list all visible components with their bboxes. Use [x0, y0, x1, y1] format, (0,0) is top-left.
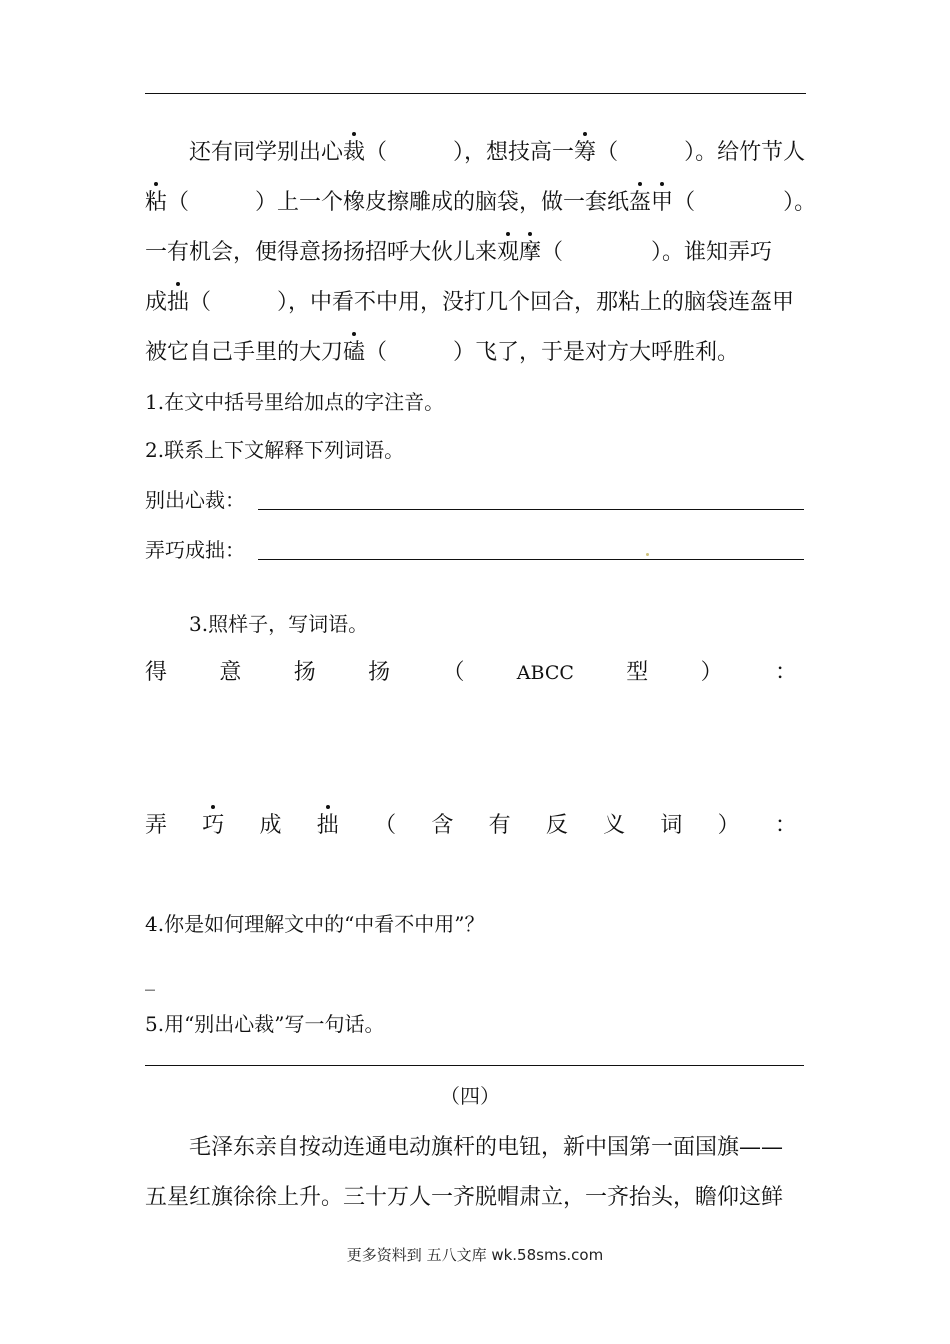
- dotted-char: 筹: [574, 138, 596, 168]
- q3b-row: 弄 巧 成 拙 （ 含 有 反 义 词 ） ：: [145, 811, 797, 841]
- dotted-char: 拙: [167, 288, 189, 318]
- question-1: 1.在文中括号里给加点的字注音。: [145, 390, 445, 414]
- top-rule: [145, 93, 806, 94]
- question-5: 5.用“别出心裁”写一句话。: [145, 1012, 385, 1036]
- q5-answer-line[interactable]: [145, 1065, 804, 1066]
- dotted-char: 观: [497, 238, 519, 268]
- q3a-row: 得 意 扬 扬 （ ABCC 型 ） ：: [145, 660, 797, 685]
- dotted-char: 裁: [343, 138, 365, 168]
- passage-line-5: 被它自己手里的大刀磕（ ）飞了，于是对方大呼胜利。: [145, 338, 739, 368]
- passage-line-3: 一有机会，便得意扬扬招呼大伙儿来观摩（ ）。谁知弄巧: [145, 238, 772, 268]
- section-4-heading: （四）: [440, 1084, 500, 1108]
- q2a-answer-line[interactable]: [258, 509, 804, 510]
- dotted-char: 拙: [317, 811, 339, 841]
- dotted-char: 粘: [145, 188, 167, 218]
- dotted-char: 磕: [343, 338, 365, 368]
- passage-line-2: 粘（ ）上一个橡皮擦雕成的脑袋，做一套纸盔甲（ ）。: [145, 188, 816, 218]
- q4-answer-mark: _: [145, 967, 155, 991]
- passage-line-4: 成拙（ ），中看不中用，没打几个回合，那粘上的脑袋连盔甲: [145, 288, 794, 318]
- dotted-char: 甲: [651, 188, 673, 218]
- question-3: 3.照样子，写词语。: [189, 612, 369, 636]
- question-4: 4.你是如何理解文中的“中看不中用”？: [145, 912, 485, 936]
- section-4-line-1: 毛泽东亲自按动连通电动旗杆的电钮，新中国第一面国旗——: [189, 1135, 784, 1160]
- passage-line-1: 还有同学别出心裁（ ），想技高一筹（ ）。给竹节人: [189, 138, 805, 168]
- section-4-line-2: 五星红旗徐徐上升。三十万人一齐脱帽肃立，一齐抬头，瞻仰这鲜: [145, 1185, 784, 1210]
- dotted-char: 盔: [629, 188, 651, 218]
- dotted-char: 摩: [519, 238, 541, 268]
- dotted-char: 巧: [202, 811, 224, 841]
- speck: [646, 553, 649, 556]
- question-2: 2.联系上下文解释下列词语。: [145, 438, 405, 462]
- q2b-label: 弄巧成拙：: [145, 538, 245, 562]
- footer: 更多资料到 五八文库 wk.58sms.com: [346, 1246, 604, 1264]
- q2a-label: 别出心裁：: [145, 488, 245, 512]
- q2b-answer-line[interactable]: [258, 559, 804, 560]
